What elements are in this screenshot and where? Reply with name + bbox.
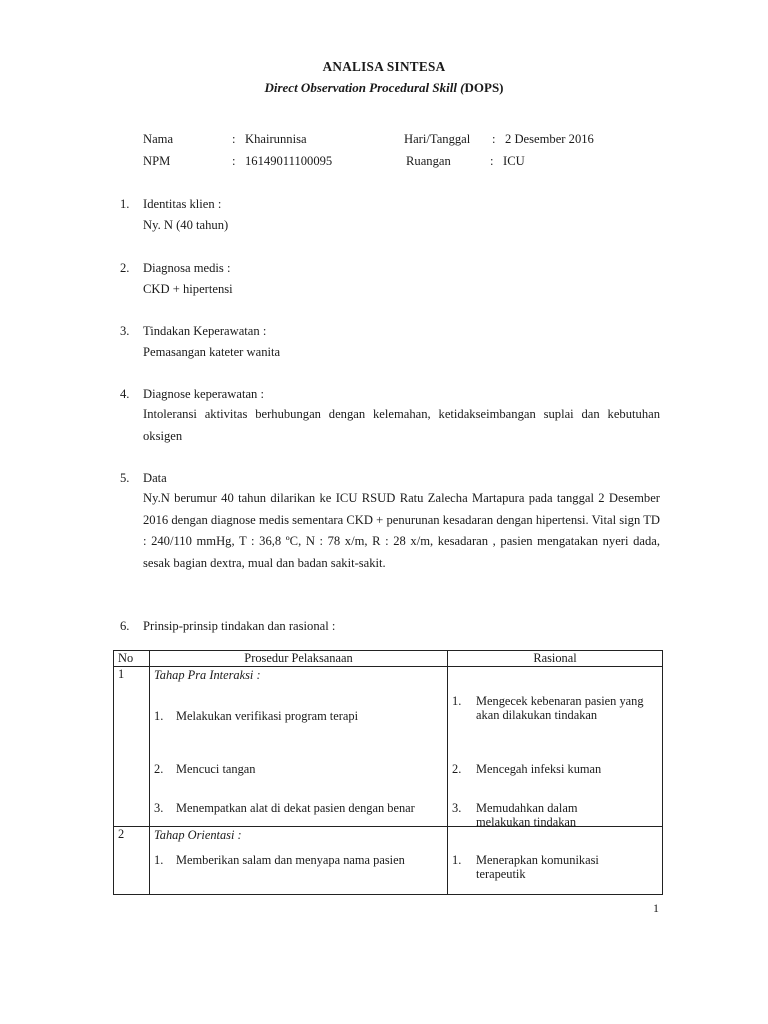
npm-label: NPM — [143, 154, 171, 168]
section-body: Ny.N berumur 40 tahun dilarikan ke ICU RSUD Ratu Zalecha Martapura pada tanggal 2 Desember 2016 dengan diagnose medis sementara CKD + penurunan kesadaran dengan hipertensi. Vital sign TD : 240/110 mmHg, T : 36,8 ºC, N : 78 x/m, R : 28 x/m, kesadaran , pasien mengatakan nyeri dada, sesak bagian dextra, mual dan badan sakit-sakit. — [143, 491, 660, 570]
item-text: Mencegah infeksi kuman — [476, 762, 602, 776]
hari-tanggal-colon: : — [492, 132, 496, 146]
procedure-table — [113, 650, 663, 895]
ruangan-value: ICU — [503, 154, 525, 168]
row-number: 1 — [114, 667, 150, 827]
row-number: 2 — [114, 827, 150, 895]
item-number: 1. — [154, 853, 164, 867]
section-heading: Diagnose keperawatan : — [143, 387, 264, 401]
section-body: Ny. N (40 tahun) — [143, 218, 229, 232]
subtitle-acronym: DOPS) — [464, 80, 504, 95]
item-text: Memberikan salam dan menyapa nama pasien — [176, 853, 405, 867]
item-text: Mengecek kebenaran pasien yang akan dilakukan tindakan — [476, 694, 644, 722]
item-number: 1. — [452, 853, 462, 867]
section-body: Intoleransi aktivitas berhubungan dengan kelemahan, ketidakseimbangan suplai dan kebutuhan oksigen — [143, 407, 660, 443]
section-heading: Identitas klien : — [143, 197, 222, 211]
section-body: CKD + hipertensi — [143, 282, 233, 296]
section-number: 5. — [120, 471, 130, 485]
item-number: 2. — [154, 762, 164, 776]
item-text: Menempatkan alat di dekat pasien dengan benar — [176, 801, 415, 815]
section-heading: Prinsip-prinsip tindakan dan rasional : — [143, 619, 336, 633]
section-number: 1. — [120, 197, 130, 211]
nama-colon: : — [232, 132, 236, 146]
item-number: 1. — [452, 694, 462, 708]
stage-label: Tahap Orientasi : — [154, 828, 242, 842]
item-number: 3. — [452, 801, 462, 815]
section-number: 4. — [120, 387, 130, 401]
item-text: Mencuci tangan — [176, 762, 256, 776]
subtitle-italic: Direct Observation Procedural Skill ( — [264, 80, 465, 95]
table-header-row — [114, 651, 663, 667]
hari-tanggal-label: Hari/Tanggal — [404, 132, 471, 146]
section-number: 2. — [120, 261, 130, 275]
section-number: 3. — [120, 324, 130, 338]
procedure-cell — [150, 827, 448, 895]
section-number: 6. — [120, 619, 130, 633]
ruangan-label: Ruangan — [406, 154, 451, 168]
section-heading: Tindakan Keperawatan : — [143, 324, 267, 338]
item-text: Melakukan verifikasi program terapi — [176, 709, 359, 723]
item-number: 2. — [452, 762, 462, 776]
page-number: 1 — [653, 901, 659, 915]
ruangan-colon: : — [490, 154, 494, 168]
npm-value: 16149011100095 — [245, 154, 333, 168]
nama-value: Khairunnisa — [245, 132, 307, 146]
item-number: 1. — [154, 709, 164, 723]
rationale-cell — [448, 667, 663, 827]
nama-label: Nama — [143, 132, 174, 146]
item-text: Menerapkan komunikasi terapeutik — [476, 853, 599, 881]
table-row — [114, 667, 663, 827]
section-body: Pemasangan kateter wanita — [143, 345, 281, 359]
procedure-cell — [150, 667, 448, 827]
item-number: 3. — [154, 801, 164, 815]
npm-colon: : — [232, 154, 236, 168]
document-title: ANALISA SINTESA — [322, 59, 446, 74]
document-subtitle — [0, 80, 768, 96]
column-header-procedure: Prosedur Pelaksanaan — [150, 651, 448, 667]
item-text: Memudahkan dalam melakukan tindakan — [476, 801, 578, 829]
section-heading: Data — [143, 471, 167, 485]
column-header-no: No — [114, 651, 150, 667]
section-heading: Diagnosa medis : — [143, 261, 231, 275]
table-row — [114, 827, 663, 895]
stage-label: Tahap Pra Interaksi : — [154, 668, 261, 682]
hari-tanggal-value: 2 Desember 2016 — [505, 132, 594, 146]
rationale-cell — [448, 827, 663, 895]
column-header-rationale: Rasional — [448, 651, 663, 667]
